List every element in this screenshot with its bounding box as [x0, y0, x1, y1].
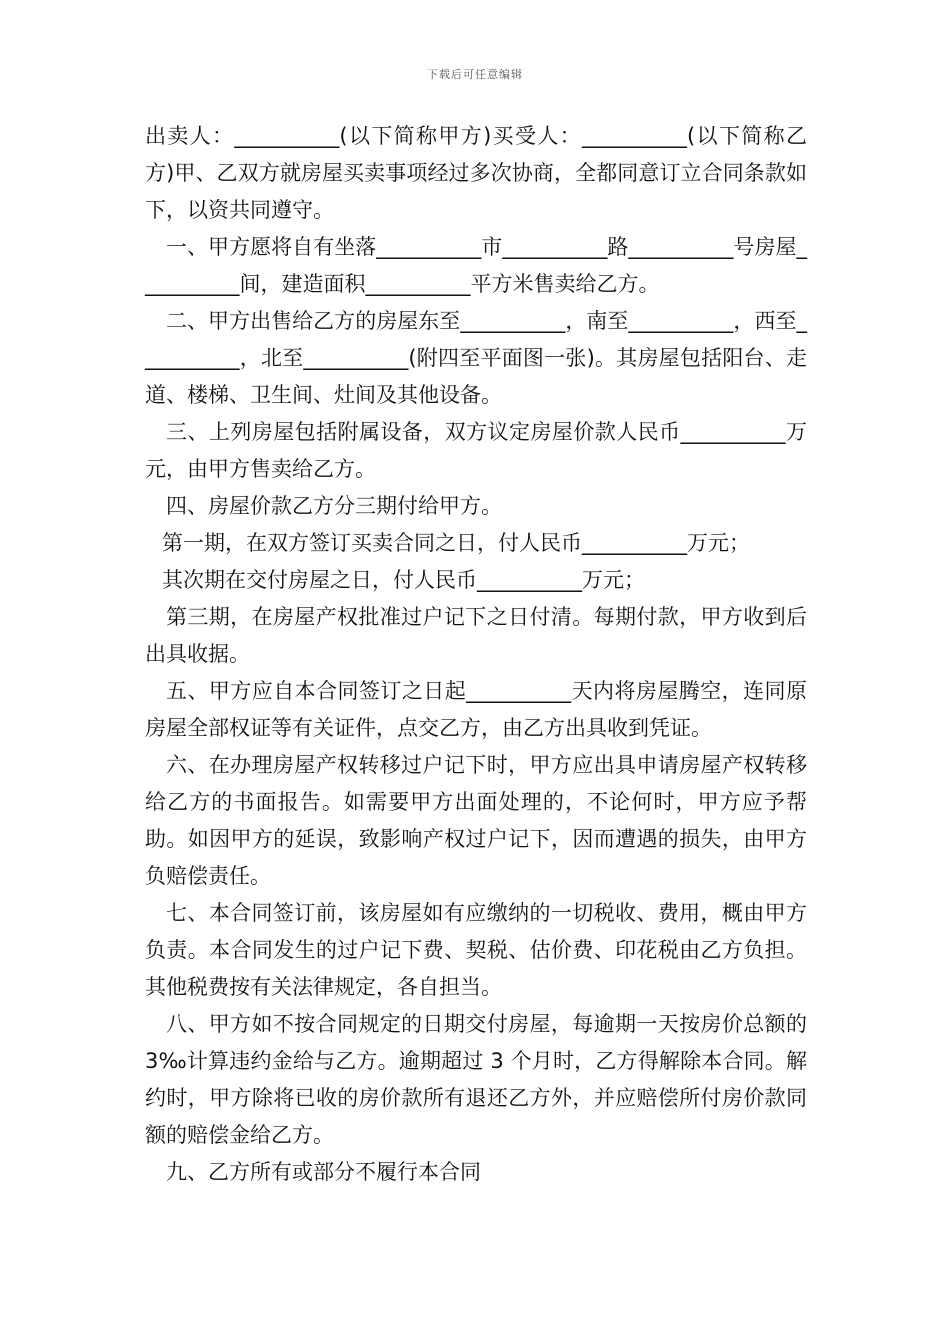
paragraph-clause-2: 二、甲方出售给乙方的房屋东至__________，南至__________，西至__________，北至__________(附四至平面图一张)。其房屋包括阳台、走道、楼梯、卫生间、灶间及其他设备。	[145, 309, 807, 407]
paragraph-clause-7: 七、本合同签订前，该房屋如有应缴纳的一切税收、费用，概由甲方负责。本合同发生的过户记下费、契税、估价费、印花税由乙方负担。其他税费按有关法律规定，各自担当。	[145, 901, 807, 999]
paragraph-parties: 出卖人：__________(以下简称甲方)买受人：__________(以下简称乙方)甲、乙双方就房屋买卖事项经过多次协商，全都同意订立合同条款如下，以资共同遵守。	[145, 124, 807, 222]
paragraph-clause-9: 九、乙方所有或部分不履行本合同	[166, 1160, 481, 1184]
contract-body	[145, 118, 814, 1191]
paragraph-payment-1: 第一期，在双方签订买卖合同之日，付人民币__________万元；	[162, 531, 750, 555]
paragraph-clause-5: 五、甲方应自本合同签订之日起__________天内将房屋腾空，连同原房屋全部权证等有关证件，点交乙方，由乙方出具收到凭证。	[145, 679, 807, 740]
paragraph-clause-6: 六、在办理房屋产权转移过户记下时，甲方应出具申请房屋产权转移给乙方的书面报告。如需要甲方出面处理的，不论何时，甲方应予帮助。如因甲方的延误，致影响产权过户记下，因而遭遇的损失，由甲方负赔偿责任。	[145, 753, 807, 888]
paragraph-clause-1: 一、甲方愿将自有坐落__________市__________路__________号房屋__________间，建造面积__________平方米售卖给乙方。	[145, 235, 807, 296]
header-note: 下载后可任意编辑	[427, 68, 523, 81]
paragraph-clause-8: 八、甲方如不按合同规定的日期交付房屋，每逾期一天按房价总额的 3‰计算违约金给与乙方。逾期超过 3 个月时，乙方得解除本合同。解约时，甲方除将已收的房价款所有退还乙方外，并应赔偿所付房价款同额的赔偿金给乙方。	[145, 1012, 814, 1147]
paragraph-payment-3: 第三期，在房屋产权批准过户记下之日付清。每期付款，甲方收到后出具收据。	[145, 605, 807, 666]
paragraph-payment-2: 其次期在交付房屋之日，付人民币__________万元；	[162, 568, 645, 592]
paragraph-clause-3: 三、上列房屋包括附属设备，双方议定房屋价款人民币__________万元，由甲方售卖给乙方。	[145, 420, 807, 481]
paragraph-clause-4: 四、房屋价款乙方分三期付给甲方。	[166, 494, 502, 518]
